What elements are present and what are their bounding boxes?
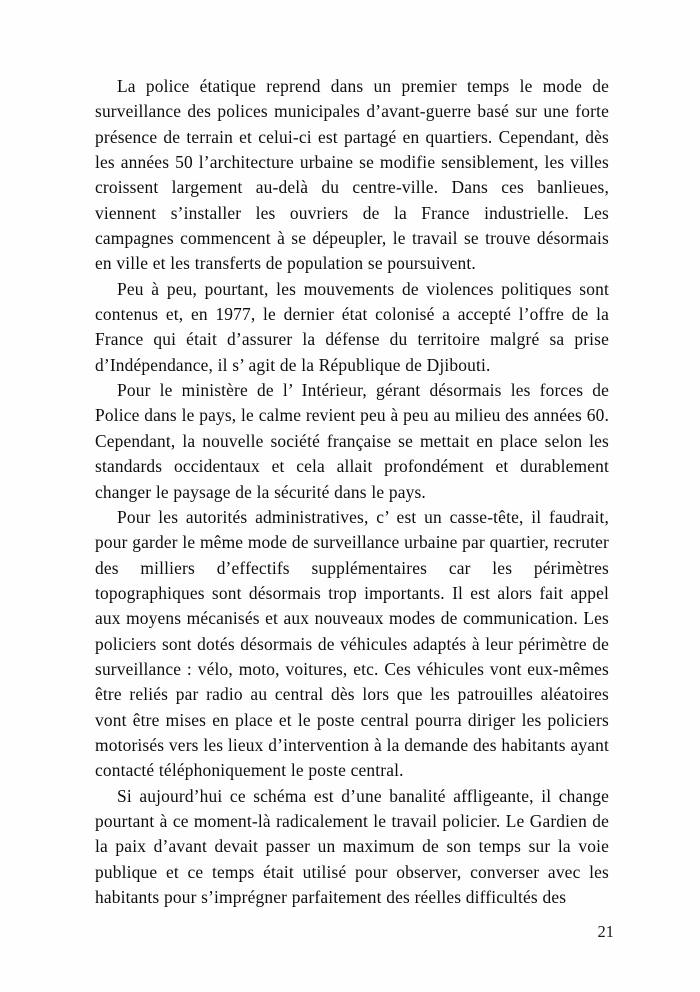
- paragraph-3: Pour le ministère de l’ Intérieur, gérant désormais les forces de Police dans le pays, le calme revient peu à peu au milieu des années 60. Cependant, la nouvelle société française se mettait en place selon les standards occidentaux et cela allait profondément et durablement changer le paysage de la sécurité dans le pays.: [95, 380, 609, 502]
- paragraph-4: Pour les autorités administratives, c’ est un casse-tête, il faudrait, pour garder le même mode de surveillance urbaine par quartier, recruter des milliers d’effectifs supplémentaires car les périmètres topographiques sont désormais trop importants. Il est alors fait appel aux moyens mécanisés et aux nouveaux modes de communication. Les policiers sont dotés désormais de véhicules adaptés à leur périmètre de surveillance : vélo, moto, voitures, etc. Ces véhicules vont eux-mêmes être reliés par radio au central dès lors que les patrouilles aléatoires vont être mises en place et le poste central pourra diriger les policiers motorisés vers les lieux d’intervention à la demande des habitants ayant contacté téléphoniquement le poste central.: [95, 506, 609, 781]
- body-text-column: [95, 74, 609, 910]
- page-number: 21: [597, 922, 614, 941]
- paragraph-5: Si aujourd’hui ce schéma est d’une banalité affligeante, il change pourtant à ce moment-là radicalement le travail policier. Le Gardien de la paix d’avant devait passer un maximum de son temps sur la voie publique et ce temps était utilisé pour observer, converser avec les habitants pour s’imprégner parfaitement des réelles difficultés des: [95, 785, 609, 907]
- paragraph-1: La police étatique reprend dans un premier temps le mode de surveillance des polices municipales d’avant-guerre basé sur une forte présence de terrain et celui-ci est partagé en quartiers. Cependant, dès les années 50 l’architecture urbaine se modifie sensiblement, les villes croissent largement au-delà du centre-ville. Dans ces banlieues, viennent s’installer les ouvriers de la France industrielle. Les campagnes commencent à se dépeupler, le travail se trouve désormais en ville et les transferts de population se poursuivent.: [95, 76, 609, 274]
- paragraph-2: Peu à peu, pourtant, les mouvements de violences politiques sont contenus et, en 1977, le dernier état colonisé a accepté l’offre de la France qui était d’assurer la défense du territoire malgré sa prise d’Indépendance, il s’ agit de la République de Djibouti.: [95, 278, 609, 375]
